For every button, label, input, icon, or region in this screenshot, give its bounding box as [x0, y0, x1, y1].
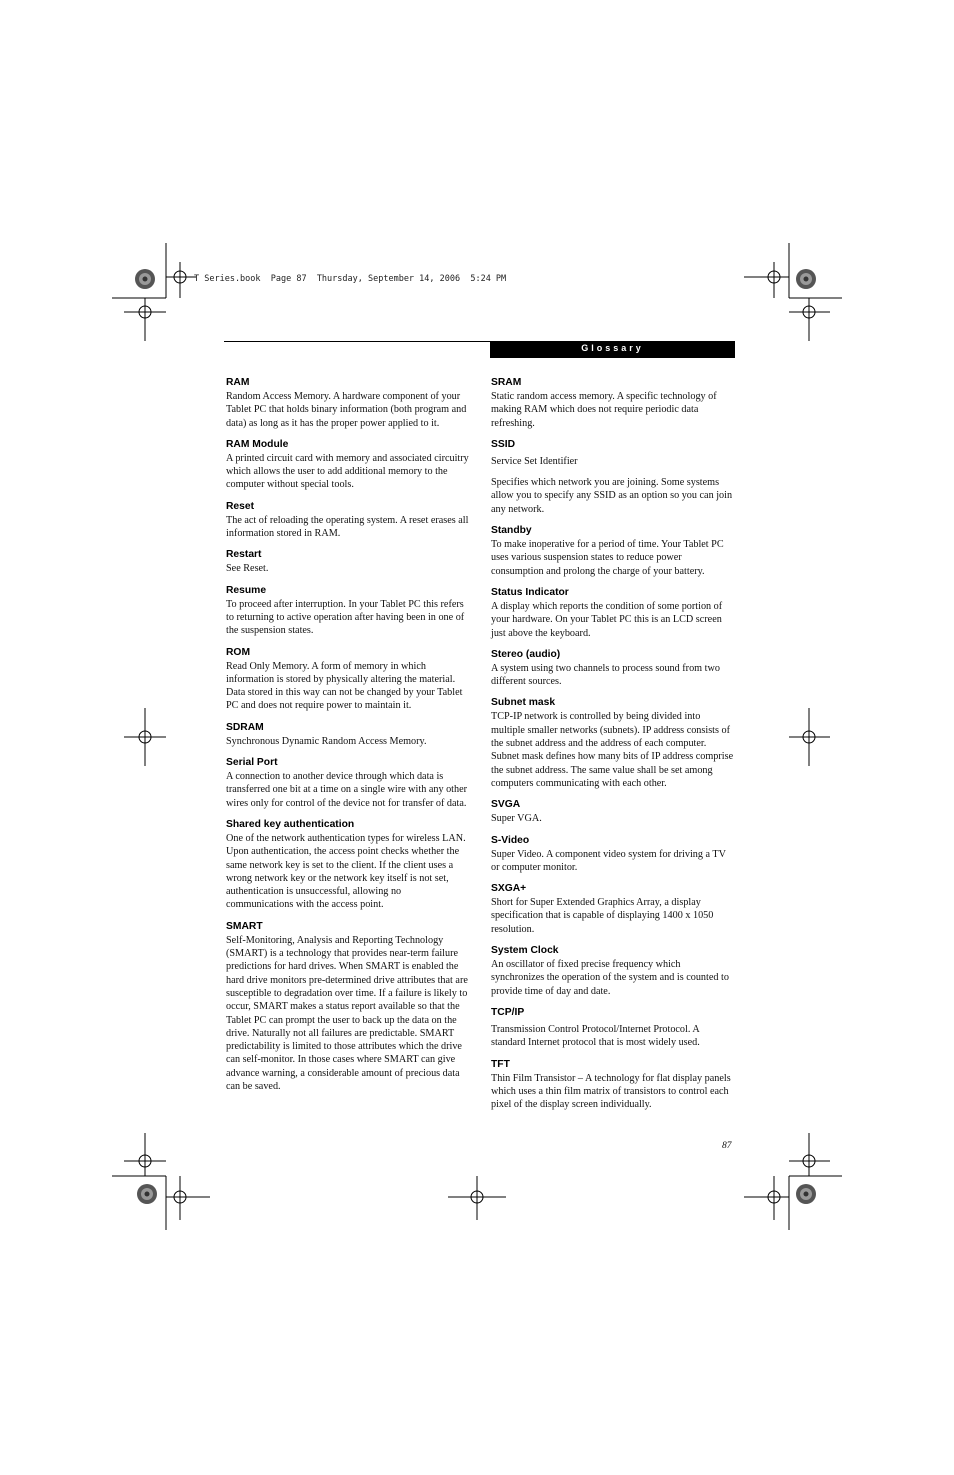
glossary-entry	[226, 721, 470, 748]
glossary-entry	[491, 376, 735, 430]
glossary-definition: A printed circuit card with memory and associated circuitry which allows the user to add additional memory to the computer without special tools.	[226, 452, 469, 491]
glossary-entry	[226, 920, 470, 1094]
glossary-entry	[491, 944, 735, 998]
glossary-definition: Super Video. A component video system for driving a TV or computer monitor.	[491, 848, 726, 873]
glossary-term: Restart	[226, 549, 262, 561]
glossary-entry	[226, 376, 470, 430]
glossary-definition: TCP-IP network is controlled by being divided into multiple smaller networks (subnets). IP address consists of the subnet address and the address of each computer. Subnet mask defines how many bits of IP address comprise the subnet address. The same value shall be set among computers communicating with each other.	[491, 711, 734, 789]
glossary-definition: Super VGA.	[491, 813, 542, 825]
glossary-term: SSID	[491, 438, 516, 450]
glossary-term: Serial Port	[226, 757, 278, 769]
glossary-term: SMART	[226, 920, 263, 932]
glossary-entry	[226, 500, 470, 541]
running-header: Glossary	[490, 341, 735, 358]
glossary-term: ROM	[226, 646, 251, 658]
glossary-entry	[491, 1006, 735, 1050]
glossary-definition: Specifies which network you are joining. Some systems allow you to specify any SSID as an option so you can join any network.	[491, 477, 733, 515]
glossary-definition: A connection to another device through which data is transferred one bit at a time on a single wire with any other wires only for control of the device not for transfer of data.	[226, 771, 468, 809]
glossary-term: RAM Module	[226, 438, 289, 450]
glossary-definition: Random Access Memory. A hardware component of your Tablet PC that holds binary information (both program and data) as long as it has the proper power applied to it.	[226, 391, 467, 429]
glossary-entry	[226, 584, 470, 638]
glossary-term: Status Indicator	[491, 586, 569, 598]
glossary-entry	[491, 1058, 735, 1112]
glossary-term: S-Video	[491, 834, 530, 846]
glossary-entry	[491, 586, 735, 640]
glossary-definition: Static random access memory. A specific technology of making RAM which does not require periodic data refreshing.	[491, 391, 717, 429]
glossary-term: TFT	[491, 1058, 510, 1070]
glossary-entry	[491, 834, 735, 875]
glossary-definition: Self-Monitoring, Analysis and Reporting Technology (SMART) is a technology that provides near-term failure predictions for hard drives. When SMART is enabled the hard drive monitors pre-determined drive attributes that are susceptible to degradation over time. If a failure is likely to occur, SMART makes a status report available so that the Tablet PC can prompt the user to back up the data on the drive. Naturally not all failures are predictable. SMART predictability is limited to those attributes which the drive can self-monitor. In those cases where SMART can give advance warning, a considerable amount of precious data can be saved.	[226, 934, 468, 1092]
glossary-definition: Service Set Identifier	[491, 455, 578, 467]
glossary-definition: See Reset.	[226, 563, 269, 575]
glossary-entry	[491, 798, 735, 825]
glossary-entry	[491, 438, 735, 516]
glossary-entry	[226, 756, 470, 810]
glossary-term: SRAM	[491, 377, 522, 388]
right-column	[491, 376, 735, 1119]
glossary-definition: A system using two channels to process sound from two different sources.	[491, 662, 720, 688]
glossary-entry	[226, 438, 470, 492]
glossary-term: Subnet mask	[491, 697, 556, 709]
glossary-term: System Clock	[491, 945, 559, 957]
glossary-entry	[226, 646, 470, 713]
glossary-definition: One of the network authentication types for wireless LAN. Upon authentication, the access point checks whether the same network key is set to the client. If the client uses a wrong network key or the network key itself is not set, authentication is unsuccessful, allowing no communications with the access point.	[226, 832, 466, 911]
page-number: 87	[722, 1141, 732, 1151]
glossary-definition: An oscillator of fixed precise frequency which synchronizes the operation of the system and is counted to provide time of day and date.	[491, 959, 729, 997]
glossary-entry	[491, 696, 735, 790]
glossary-term: Standby	[491, 525, 532, 537]
glossary-definition: Synchronous Dynamic Random Access Memory.	[226, 735, 427, 747]
glossary-term: Shared key authentication	[226, 818, 355, 830]
glossary-entry	[491, 524, 735, 578]
glossary-entry	[491, 882, 735, 936]
left-column	[226, 376, 470, 1101]
glossary-definition: The act of reloading the operating system. A reset erases all information stored in RAM.	[226, 514, 469, 540]
glossary-term: TCP/IP	[491, 1006, 525, 1018]
glossary-term: Reset	[226, 500, 255, 512]
glossary-term: SVGA	[491, 799, 521, 811]
glossary-definition: Thin Film Transistor – A technology for flat display panels which uses a thin film matrix of transistors to control each pixel of the display screen individually.	[491, 1072, 731, 1111]
glossary-definition: Transmission Control Protocol/Internet Protocol. A standard Internet protocol that is most widely used.	[491, 1023, 700, 1049]
glossary-definition: A display which reports the condition of some portion of your hardware. On your Tablet PC this is an LCD screen just above the keyboard.	[491, 600, 723, 639]
glossary-term: SXGA+	[491, 883, 527, 895]
glossary-term: Resume	[226, 584, 267, 596]
glossary-term: SDRAM	[226, 721, 264, 733]
header-rule	[224, 341, 490, 342]
glossary-term: RAM	[226, 377, 250, 388]
glossary-entry	[226, 548, 470, 575]
print-slug: T Series.book Page 87 Thursday, September 14, 2006 5:24 PM	[194, 274, 507, 284]
glossary-definition: Read Only Memory. A form of memory in which information is stored by physically altering the material. Data stored in this way can not be changed by your Tablet PC and does not require power to maintain it.	[226, 660, 463, 712]
glossary-entry	[491, 648, 735, 689]
glossary-definition: Short for Super Extended Graphics Array, a display specification that is capable of displaying 1400 x 1050 resolution.	[491, 897, 714, 935]
glossary-entry	[226, 818, 470, 912]
glossary-definition: To proceed after interruption. In your Tablet PC this refers to returning to active operation after having been in one of the suspension states.	[226, 598, 465, 637]
glossary-term: Stereo (audio)	[491, 648, 561, 660]
glossary-definition: To make inoperative for a period of time. Your Tablet PC uses various suspension states to reduce power consumption and prolong the charge of your battery.	[491, 539, 724, 577]
